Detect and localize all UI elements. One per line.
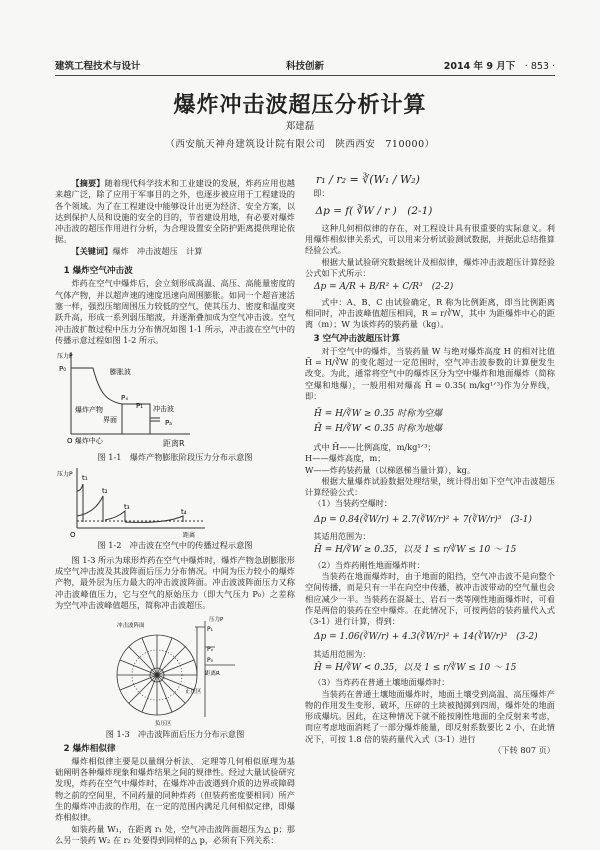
- continued-note: （下转 807 页）: [493, 745, 555, 756]
- label-front: 冲击波阵面: [117, 623, 145, 630]
- label-p0: P₀: [59, 365, 67, 374]
- label-p0: P₀: [207, 657, 214, 665]
- section-3-heading: 3 空气冲击波超压计算: [313, 333, 400, 344]
- issue: 2014 年 9 月下: [443, 61, 516, 72]
- definition-w: W——炸药装药量（以梯恩梯当量计算），kg。: [305, 464, 476, 475]
- case-1: （1）当装药空爆时：: [313, 498, 393, 509]
- section-3-para-2: 根据大量爆炸试验数据处理结果，统计得出如下空气冲击波超压计算经验公式：: [305, 475, 555, 498]
- range-2: H̄ = H/∛W < 0.35，以及 1 ≤ r/∛W ≤ 10 ～ 15: [314, 662, 517, 673]
- case-2: （2）当炸药刚性地面爆炸时：: [313, 559, 425, 570]
- section-1-para-1: 炸药在空气中爆炸后，会立刻形成高温、高压、高能量密度的气体产物，并以超声速的速度迅速向周围膨胀。如同一个超音速活塞一样，强烈压缩周围压力较低的空气，使其压力、密度和温度突跃升高，形成一系列弱压缩波，并逐渐叠加成为空气冲击波。空气冲击波扩散过程中压力分布情况如图 1-1 所示，冲击波在空气中的传播示意过程如图 1-2 所示。: [55, 278, 295, 345]
- label-t3: t₃: [124, 503, 130, 512]
- figure-1-1: [55, 346, 295, 450]
- figure-1-1-caption: 图 1-1 爆炸产物膨胀阶段压力分布示意图: [97, 452, 253, 463]
- formula-3-1: Δp = 0.84(∛W/r) + 2.7(∛W/r)² + 7(∛W/r)³ (3-1): [314, 514, 532, 525]
- label-pa: Pₐ: [165, 419, 172, 428]
- keywords-label: 【关键词】: [71, 245, 113, 256]
- formula-2-2: Δp = A/R + B/R² + C/R³ (2-2): [314, 282, 454, 293]
- affiliation: （西安航天神舟建筑设计院有限公司 陕西西安 710000）: [165, 139, 435, 150]
- y-label: 压力P: [57, 471, 73, 479]
- label-origin: O: [70, 531, 76, 539]
- formula-similarity: r₁ / r₂ = ∛(W₁ / W₂): [316, 173, 420, 186]
- label-t2: t₂: [102, 487, 108, 496]
- figure-1-2: [55, 466, 295, 538]
- label-products: 爆炸产物: [75, 406, 103, 415]
- section-3-para-3: 当装药在地面爆炸时，由于地面的阻挡，空气冲击波不是向整个空间传播，而是只有一半在向空中传播，被冲击波带动的空气量也会相应减少一半。当装药在混凝土、岩石一类等刚性地面爆炸时，可看作是两倍的装药在空中爆炸。在此情况下，可按两倍的装药量代入式（3-1）进行计算，得到：: [305, 570, 555, 627]
- section-2-heading: 2 爆炸相似律: [63, 743, 116, 754]
- label-interface: 界面: [103, 416, 117, 425]
- abstract: [55, 178, 295, 246]
- x-label: 距离R: [205, 671, 220, 678]
- ji-label: 即：: [313, 188, 330, 199]
- y-label: 压力P: [209, 617, 224, 624]
- label-origin: O 爆炸中心: [67, 437, 103, 446]
- section-2-para-3: 这种几何相似律的存在，对工程设计具有很重要的实际意义。利用爆炸相似律关系式，可以用来分析试验测试数据，并据此总结推算经验公式。: [305, 222, 555, 256]
- label-expansion: 膨胀波: [110, 368, 131, 377]
- section-name: 科技创新: [285, 61, 324, 72]
- definition-hbar: 式中 H̄——比例高度，m/kg¹ᐟ³；: [313, 441, 436, 452]
- range-label-1: 其适用范围为：: [313, 531, 371, 542]
- running-header: [55, 58, 555, 74]
- label-shock: 冲击波: [153, 405, 174, 414]
- keywords: [55, 246, 295, 257]
- author: 郑建磊: [285, 121, 315, 132]
- x-label: 距离R: [163, 439, 185, 449]
- left-column: [55, 178, 295, 846]
- condition-air-burst: H̄ = H/∛W ≥ 0.35 时称为空爆: [314, 409, 443, 420]
- formula-2-1: Δp = f( ∛W / r ) (2-1): [315, 204, 433, 217]
- section-2-para-5: 式中：A、B、C 由试验确定，R 称为比例距离，即当比例距离相同时，冲击波峰值超压相同，R = r/∛W，其中 为距爆炸中心的距离（m）；W 为该炸药的装药量（kg）。: [305, 296, 555, 330]
- section-1-para-2: 图 1-3 所示为球形炸药在空气中爆炸时，爆炸产物急剧膨胀形成空气冲击波及其波阵面后压力分布情况。中间为压力较小的爆炸产物，最外层为压力最大的冲击波波阵面。冲击波波阵面压力又称冲击波峰值压力，它与空气的原始压力（即大气压力 P₀）之差称为空气冲击波峰值超压，简称冲击波超压。: [55, 554, 295, 610]
- case-3: （3）当炸药在普通土壤地面爆炸时：: [313, 677, 450, 688]
- abstract-text: 随着现代科学技术和工业建设的发展，炸药应用也越来越广泛，除了应用于军事目的之外，也逐步被应用于工程建设的各个领域。为了在工程建设中能够设计出更为经济、安全方案，以达到保护人员和设施的安全的目的，节省建设用地，有必要对爆炸冲击波的超压作用进行分析，为合理设置安全防护距离提供理论依据。: [55, 178, 295, 245]
- section-3-para-4: 当装药在普通土壤地面爆炸时，地面土壤受到高温、高压爆炸产物的作用发生变形、破坏，压碎的土块被抛掷到四周，爆炸处的地面形成爆坑。因此，在这种情况下就不能按刚性地面的全反射来考虑，而应考虑地面消耗了一部分爆炸能量，即反射系数要比 2 小，在此情况下，可按 1.8 倍的装药量代入式（3-1）进行: [305, 688, 555, 744]
- issue-page: [444, 58, 555, 72]
- y-label: 压力P: [57, 353, 73, 361]
- journal-name: 建筑工程技术与设计: [55, 61, 141, 72]
- definition-h: H——爆炸高度，m；: [305, 453, 386, 464]
- label-p1: P₁: [207, 626, 214, 634]
- paper-title: 爆炸冲击波超压分析计算: [173, 92, 427, 118]
- range-label-2: 其适用范围为：: [313, 648, 371, 659]
- figure-1-2-caption: 图 1-2 冲击波在空气中的传播过程示意图: [97, 540, 253, 551]
- x-label: 距离: [183, 532, 196, 539]
- figure-1-3: [55, 615, 295, 727]
- label-p1: P₁: [136, 402, 144, 411]
- condition-ground-burst: H̄ = H/∛W < 0.35 时称为地爆: [314, 423, 443, 434]
- right-column: [305, 168, 555, 756]
- section-2-para-2: 如装药量 W₁，在距离 r₁ 处，空气冲击波阵面超压为△ p；那么另一装药 W₂ 在 r₂ 处要得到同样的△ p，必须有下列关系：: [55, 823, 295, 845]
- label-t1: t₁: [82, 474, 88, 483]
- formula-3-2: Δp = 1.06(∛W/r) + 4.3(∛W/r)² + 14(∛W/r)³ (3-2): [314, 632, 538, 643]
- label-negative: 负压区: [155, 721, 172, 728]
- section-2-para-4: 根据大量试验研究数据统计及相似律，爆炸冲击波超压计算经验公式如下式所示：: [305, 256, 555, 279]
- label-t4: t₄: [181, 508, 187, 517]
- section-1-heading: 1 爆炸空气冲击波: [63, 266, 133, 277]
- figure-1-3-caption: 图 1-3 冲击波阵面后压力分布示意图: [105, 729, 245, 740]
- range-1: H̄ = H/∛W ≥ 0.35，以及 1 ≤ r/∛W ≤ 10 ～ 15: [314, 545, 517, 556]
- section-3-para-1: 对于空气中的爆炸，当装药量 W 与绝对爆炸高度 H 的相对比值 H̄ = H/∛W 的变化超过一定范围时，空气冲击波参数的计算便发生改变。为此，通常将空气中的爆炸区分为空中爆炸和地面爆炸（简称空爆和地爆），一般用相对爆高 H̄ = 0.35( m/kg¹ᐟ³)作为分界线，即：: [305, 345, 555, 402]
- page-number: · 853 ·: [524, 61, 555, 72]
- keywords-text: 爆炸 冲击波超压 计算: [112, 245, 203, 256]
- label-positive: 正压区: [185, 689, 202, 696]
- section-2-para-1: 爆炸相似律主要是以量纲分析法、 定理等几何相似原理为基础阐明各种爆炸现象和爆炸结果之间的规律性。经过大量试验研究发现，炸药在空气中爆炸时，在爆炸冲击波遇到介质的边界或障碍物之前的空间里，不同药量的同种炸药（但装药密度要相同）所产生的爆炸冲击波的作用，在一定的范围内满足几何相似定律，即爆炸相似律。: [55, 755, 295, 823]
- abstract-label: 【摘要】: [71, 178, 105, 188]
- header-rule: [55, 75, 555, 76]
- label-px: Pₓ: [121, 394, 129, 403]
- label-px: Pₓ: [207, 646, 214, 654]
